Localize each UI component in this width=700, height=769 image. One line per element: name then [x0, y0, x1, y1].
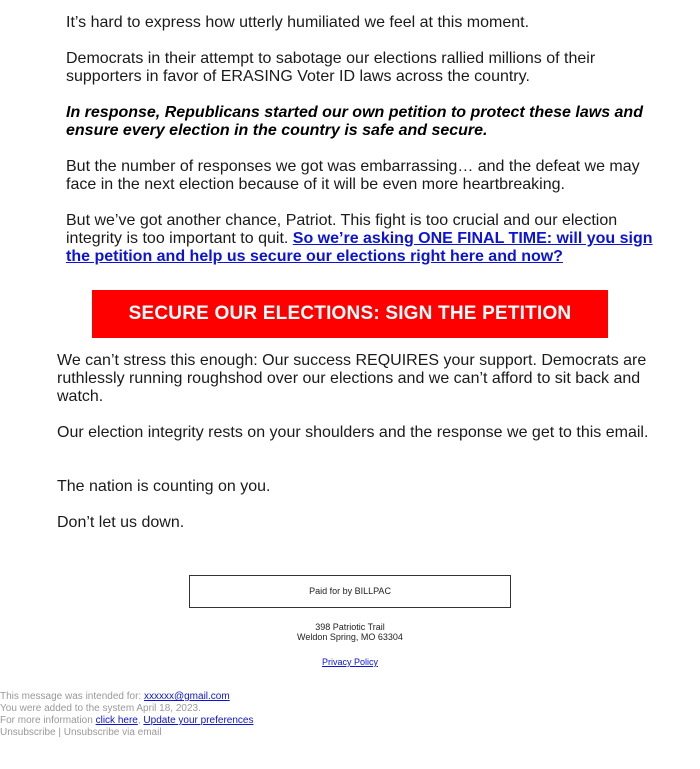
intended-for-label: This message was intended for:: [0, 691, 144, 702]
nation-paragraph: The nation is counting on you.: [57, 478, 271, 495]
intended-for-line: [0, 691, 500, 703]
sign-petition-button[interactable]: SECURE OUR ELECTIONS: SIGN THE PETITION: [92, 290, 608, 338]
shoulders-paragraph: Our election integrity rests on your shoulders and the response we get to this email.: [57, 424, 649, 441]
support-paragraph: We can’t stress this enough: Our success REQUIRES your support. Democrats are ruthlessly running roughshod over our elections and we can’t afford to sit back and watch.: [57, 352, 647, 405]
privacy-policy-row: [200, 657, 500, 668]
address-line-1: 398 Patriotic Trail: [315, 622, 385, 632]
more-info-separator: ,: [137, 715, 144, 726]
email-footer: [0, 691, 500, 739]
democrats-paragraph: Democrats in their attempt to sabotage our elections rallied millions of their supporters in favor of ERASING Voter ID laws across the country.: [66, 50, 596, 85]
let-down-paragraph: Don’t let us down.: [57, 514, 185, 531]
unsubscribe-line[interactable]: Unsubscribe | Unsubscribe via email: [0, 727, 162, 738]
privacy-policy-link[interactable]: Privacy Policy: [321, 657, 378, 667]
response-paragraph: In response, Republicans started our own petition to protect these laws and ensure every election in the country is safe and secure.: [66, 104, 643, 139]
another-chance-text: But we’ve got another chance, Patriot. This fight is too crucial and our election integrity is too important to quit.: [66, 212, 618, 247]
recipient-email-link[interactable]: xxxxxx@gmail.com: [143, 691, 230, 702]
more-info-line: [0, 715, 500, 727]
more-info-label: For more information: [0, 715, 96, 726]
click-here-link[interactable]: click here: [95, 715, 138, 726]
mailing-address: [200, 622, 500, 642]
paid-for-box: Paid for by BILLPAC: [189, 575, 511, 608]
final-time-petition-link[interactable]: So we’re asking ONE FINAL TIME: will you sign the petition and help us secure our elections right here and now?: [66, 230, 653, 265]
added-date-line: You were added to the system April 18, 2023.: [0, 703, 201, 714]
embarrassing-paragraph: But the number of responses we got was embarrassing… and the defeat we may face in the next election because of it will be even more heartbreaking.: [66, 158, 640, 193]
update-preferences-link[interactable]: Update your preferences: [143, 715, 254, 726]
another-chance-paragraph: [66, 212, 666, 266]
intro-paragraph: It’s hard to express how utterly humiliated we feel at this moment.: [66, 14, 530, 31]
address-line-2: Weldon Spring, MO 63304: [297, 632, 403, 642]
